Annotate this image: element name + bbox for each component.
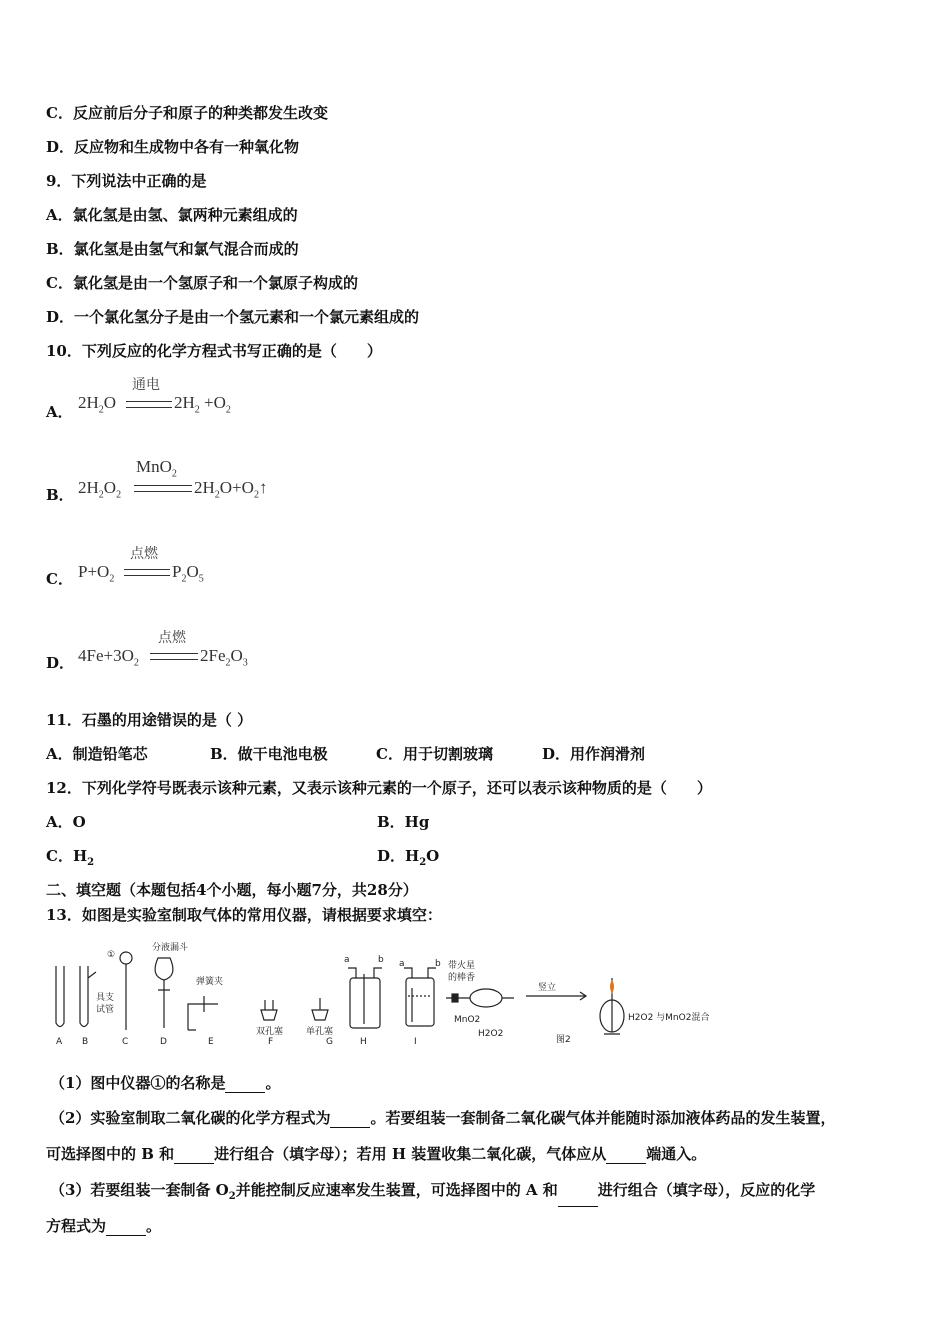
q13-part-1	[50, 1073, 280, 1093]
q10-option-d	[46, 621, 446, 681]
q13-stem: 13．如图是实验室制取气体的常用仪器，请根据要求填空：	[46, 906, 442, 924]
equation-products: $2H_2O+O_2↑$	[194, 478, 268, 501]
reaction-condition: 点燃	[158, 630, 186, 646]
label-side-arm-tube: 具支	[96, 993, 115, 1003]
label-h-a: a	[344, 955, 350, 965]
q13-p3-text-3: 方程式为	[46, 1217, 107, 1235]
q13-part-2-cont	[46, 1144, 706, 1164]
option-label: A．	[46, 403, 73, 421]
q9-option-b: B．氯化氢是由氢气和氯气混合而成的	[46, 240, 299, 258]
equation-reactants: $2H_2O$	[78, 393, 117, 416]
q13-p3-text: （3）若要组装一套制备 $O_2$并能控制反应速率发生装置，可选择图中的 A 和	[50, 1181, 558, 1202]
equals-sign	[124, 569, 170, 576]
equation-products: $P_2O_5$	[172, 562, 204, 585]
reaction-condition: MnO$_2$	[136, 457, 177, 480]
q12-stem: 12．下列化学符号既表示该种元素，又表示该种元素的一个原子，还可以表示该种物质的是（ ）	[46, 779, 712, 797]
answer-blank[interactable]	[106, 1221, 146, 1236]
q11-stem: 11．石墨的用途错误的是（ ）	[46, 711, 253, 729]
q11-option-c: C．用于切割玻璃	[376, 745, 493, 763]
answer-blank[interactable]	[606, 1149, 646, 1164]
label-circle-1: ①	[107, 950, 116, 960]
q9-option-d: D．一个氯化氢分子是由一个氢元素和一个氯元素组成的	[46, 308, 420, 326]
label-side-arm-tube-2: 试管	[96, 1005, 115, 1015]
q11-option-a: A．制造铅笔芯	[46, 745, 148, 763]
label-h-b: b	[378, 955, 384, 965]
q10-option-c	[46, 537, 446, 597]
letter-g: G	[326, 1037, 333, 1047]
q10-stem: 10．下列反应的化学方程式书写正确的是（ ）	[46, 342, 382, 360]
gas-bottle-h	[350, 978, 380, 1028]
q13-p2-text-3: 可选择图中的 B 和	[46, 1145, 175, 1163]
label-h2o2: H2O2	[478, 1029, 504, 1039]
letter-h: H	[360, 1037, 367, 1047]
q12-option-c: C．$H_2$	[46, 847, 95, 868]
equals-sign	[150, 653, 198, 660]
answer-blank[interactable]	[330, 1113, 370, 1128]
equals-sign	[134, 485, 192, 492]
q13-part-3-cont	[46, 1216, 161, 1236]
equation-reactants: $P+O_2$	[78, 562, 115, 585]
label-glowing-splint: 带火星	[448, 961, 476, 971]
q10-option-a	[46, 370, 446, 430]
q10-option-b	[46, 453, 446, 513]
q13-p3-text-2: 进行组合（填字母），反应的化学	[597, 1181, 816, 1199]
letter-a: A	[56, 1037, 63, 1047]
q12-option-b: B．Hg	[377, 813, 430, 831]
funnel-c	[120, 952, 132, 964]
q11-options	[46, 744, 906, 764]
label-mno2: MnO2	[454, 1015, 481, 1025]
q13-p1-text: （1）图中仪器①的名称是	[50, 1074, 226, 1092]
label-single-hole: 单孔塞	[306, 1027, 334, 1037]
q11-option-b: B．做干电池电极	[210, 745, 328, 763]
label-i-a: a	[399, 959, 405, 969]
label-double-hole: 双孔塞	[256, 1027, 284, 1037]
option-label: B．	[46, 486, 74, 504]
letter-f: F	[268, 1037, 274, 1047]
arrow-upright	[526, 992, 586, 1000]
test-tube-a	[56, 966, 64, 1027]
option-label: C．	[46, 570, 73, 588]
single-hole-stopper-g	[312, 998, 328, 1020]
q13-p2-text: （2）实验室制取二氧化碳的化学方程式为	[50, 1109, 331, 1127]
q8-option-c: C．反应前后分子和原子的种类都发生改变	[46, 104, 328, 122]
label-glowing-splint-2: 的棒香	[448, 973, 476, 983]
section-2-title: 二、填空题（本题包括4个小题，每小题7分，共28分）	[46, 881, 418, 899]
equation-reactants: $2H_2O_2$	[78, 478, 122, 501]
q13-p1-end: 。	[265, 1074, 281, 1092]
q13-p2-text-5: 端通入。	[646, 1145, 707, 1163]
letter-d: D	[160, 1037, 167, 1047]
label-separatory-funnel: 分液漏斗	[152, 943, 189, 953]
q13-part-2	[50, 1108, 835, 1128]
q8-option-d: D．反应物和生成物中各有一种氧化物	[46, 138, 300, 156]
q12-option-a: A．O	[46, 813, 86, 831]
q11-option-d: D．用作润滑剂	[542, 745, 646, 763]
label-mixture: H2O2 与MnO2混合	[628, 1013, 710, 1023]
gas-bottle-i	[406, 978, 434, 1026]
reaction-condition: 通电	[132, 377, 160, 393]
equation-reactants: $4Fe+3O_2$	[78, 646, 139, 669]
letter-i: I	[414, 1037, 417, 1047]
letter-e: E	[208, 1037, 214, 1047]
apparatus-figure	[46, 938, 726, 1050]
equals-sign	[126, 401, 172, 408]
answer-blank[interactable]	[558, 1192, 598, 1207]
separatory-funnel-d	[155, 958, 173, 1028]
q13-p3-end: 。	[146, 1217, 162, 1235]
q13-part-3	[50, 1180, 815, 1207]
equation-products: $2Fe_2O_3$	[200, 646, 248, 669]
q9-stem: 9．下列说法中正确的是	[46, 172, 207, 190]
answer-blank[interactable]	[174, 1149, 214, 1164]
double-hole-stopper-f	[261, 1000, 277, 1020]
side-arm-tube-b	[80, 966, 96, 1027]
apparatus-letters	[56, 1037, 417, 1047]
label-spring-clamp: 弹簧夹	[196, 977, 224, 987]
letter-b: B	[82, 1037, 89, 1047]
q13-p2-text-4: 进行组合（填字母）；若用 H 装置收集二氧化碳，气体应从	[214, 1145, 607, 1163]
label-figure-2: 图2	[556, 1035, 571, 1045]
q9-option-c: C．氯化氢是由一个氢原子和一个氯原子构成的	[46, 274, 358, 292]
q12-option-d: D．$H_2O$	[377, 847, 440, 868]
q9-option-a: A．氯化氢是由氢、氯两种元素组成的	[46, 206, 298, 224]
label-i-b: b	[435, 959, 441, 969]
equation-products: $2H_2 +O_2$	[174, 393, 231, 416]
q13-p2-text-2: 。若要组装一套制备二氧化碳气体并能随时添加液体药品的发生装置，	[370, 1109, 836, 1127]
reaction-condition: 点燃	[130, 546, 158, 562]
option-label: D．	[46, 654, 75, 672]
label-upright: 竖立	[538, 983, 557, 993]
reaction-bulb	[470, 989, 502, 1007]
flame-icon	[610, 980, 614, 994]
answer-blank[interactable]	[225, 1078, 265, 1093]
letter-c: C	[122, 1037, 129, 1047]
rubber-tube-e	[188, 1004, 218, 1030]
